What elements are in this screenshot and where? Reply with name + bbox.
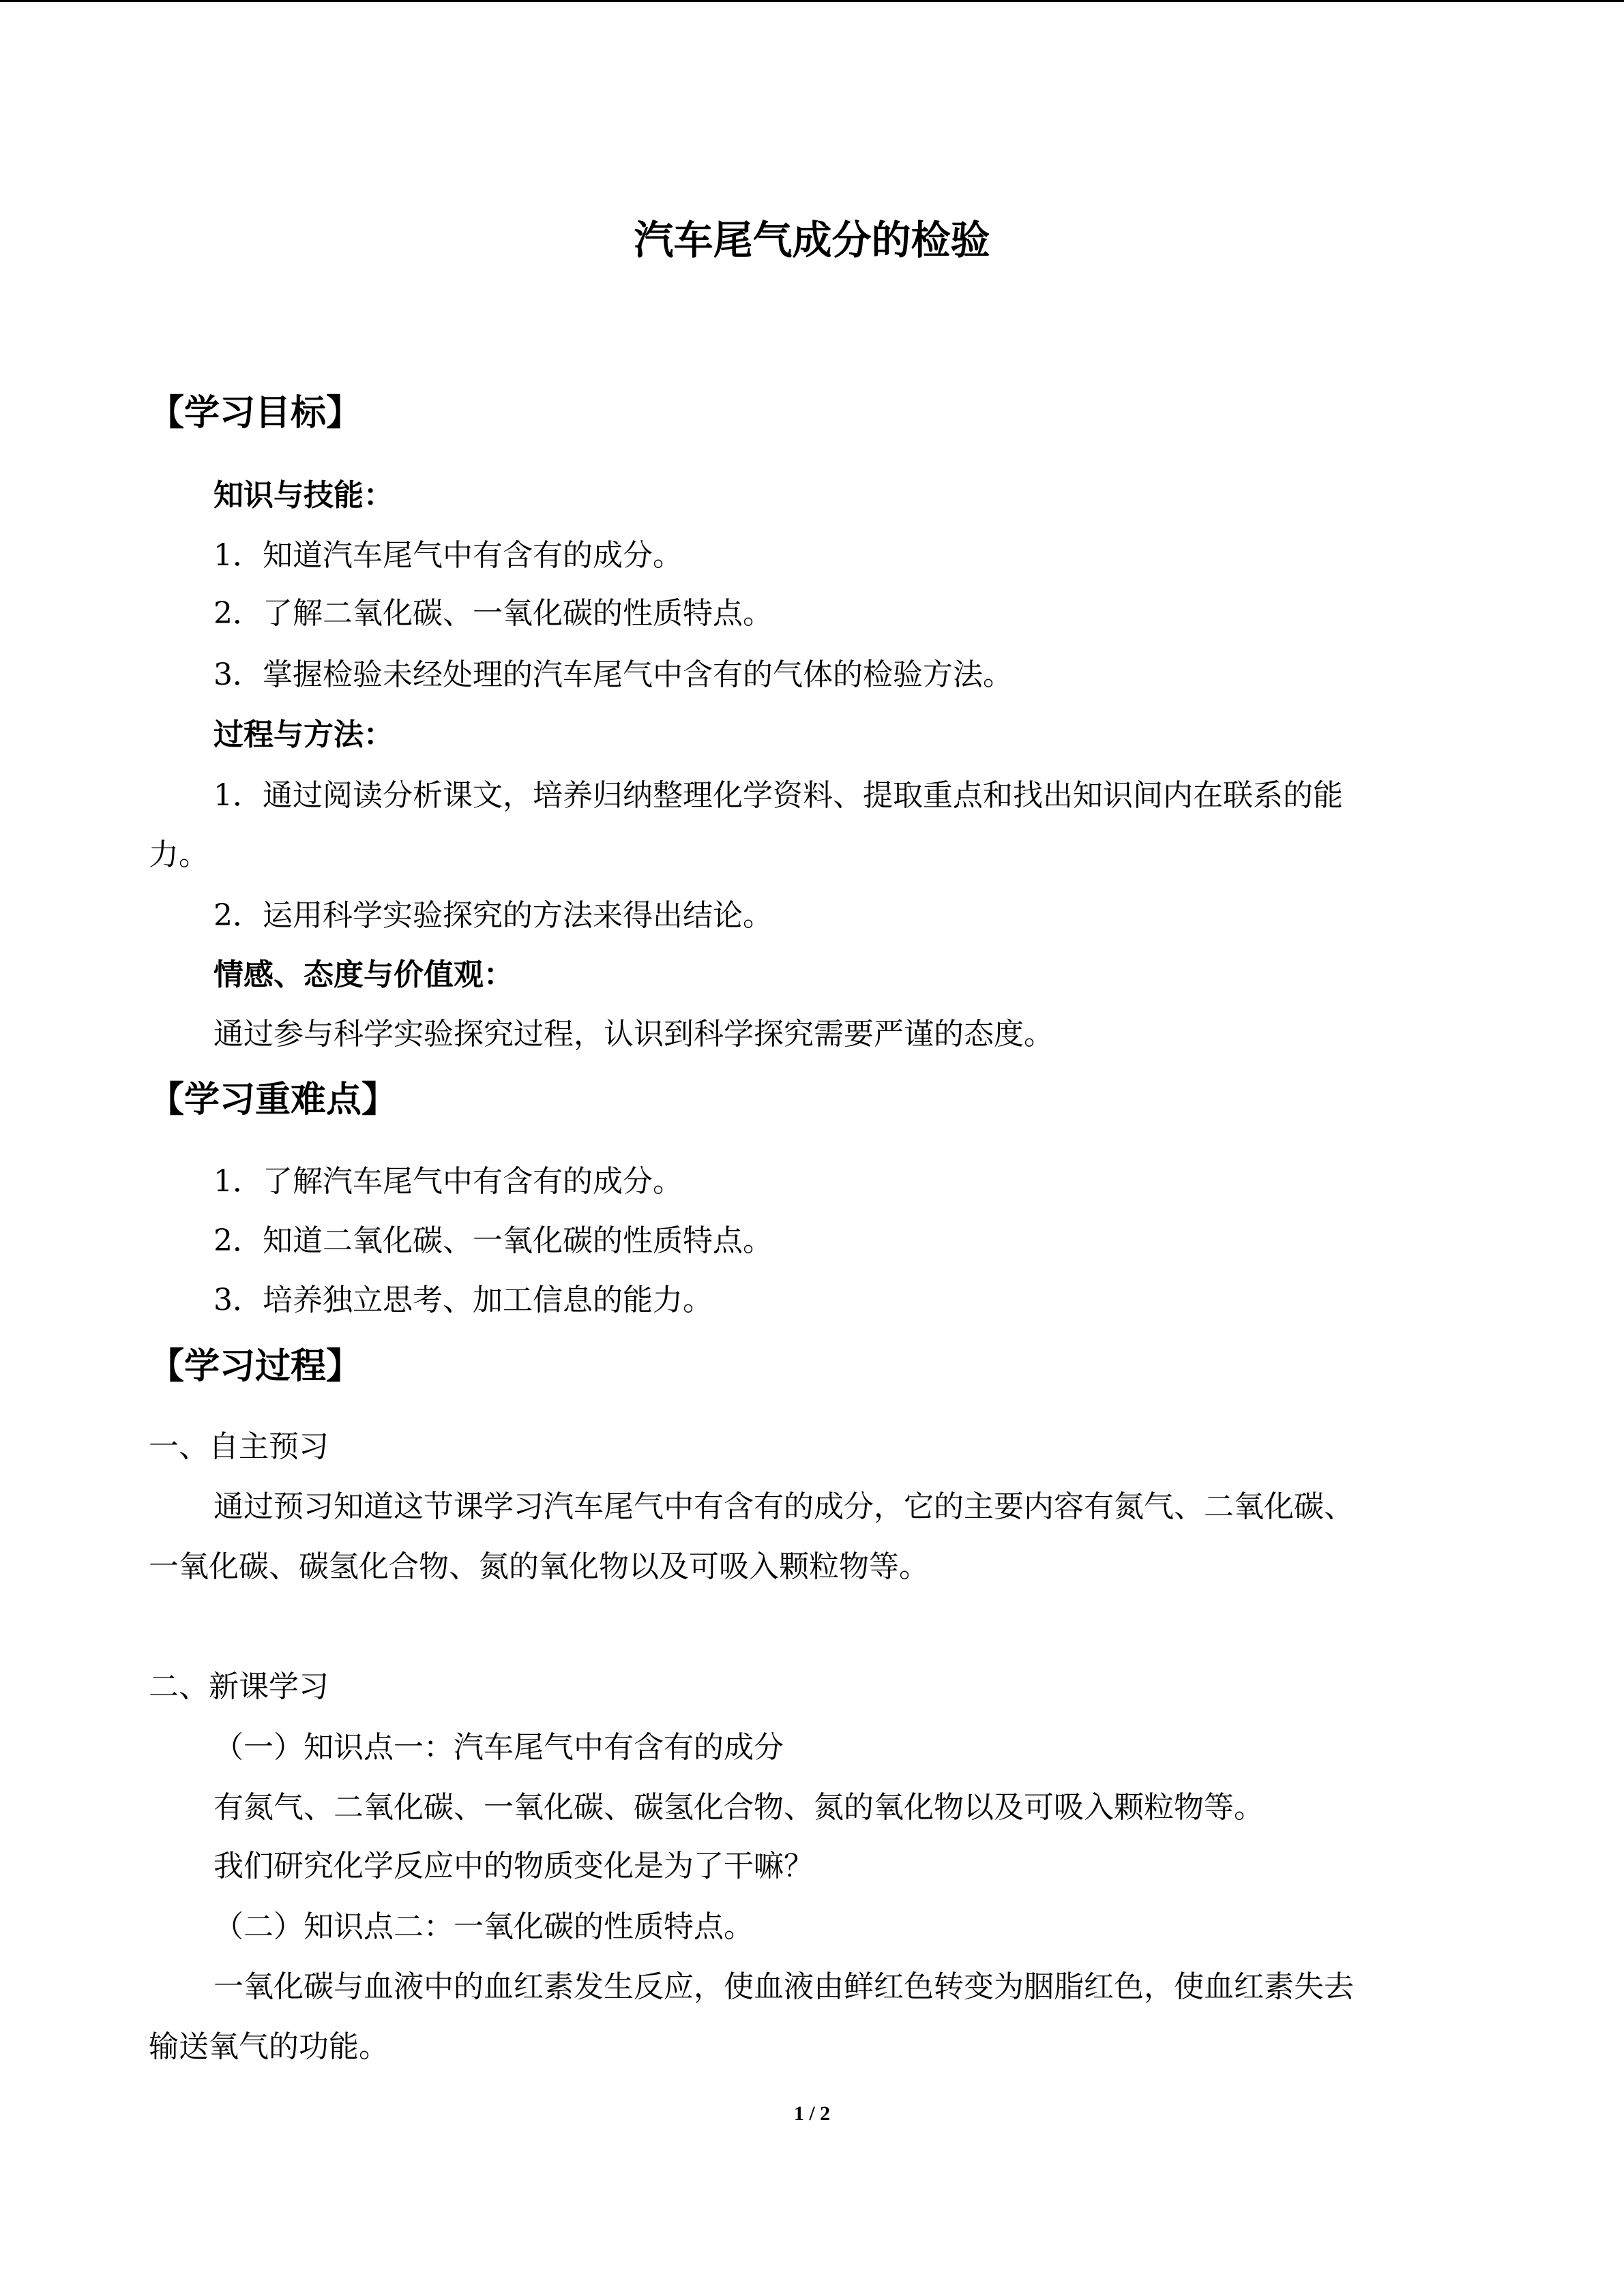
process-preview-line-1: 通过预习知道这节课学习汽车尾气中有含有的成分，它的主要内容有氮气、二氧化碳、: [213, 1489, 1354, 1524]
key-point-3: 3．培养独立思考、加工信息的能力。: [213, 1283, 713, 1317]
process-new-line-3: 我们研究化学反应中的物质变化是为了干嘛？: [213, 1849, 814, 1883]
document-title: 汽车尾气成分的检验: [634, 217, 990, 263]
subheading-attitude: 情感、态度与价值观：: [213, 957, 514, 992]
process-new-line-6: 输送氧气的功能。: [149, 2029, 389, 2064]
subheading-method: 过程与方法：: [213, 717, 394, 752]
process-preview-heading: 一、自主预习: [149, 1429, 329, 1464]
process-new-line-1: （一）知识点一：汽车尾气中有含有的成分: [213, 1730, 784, 1765]
page-number: 1 / 2: [793, 2102, 831, 2125]
objective-knowledge-2: 2．了解二氧化碳、一氧化碳的性质特点。: [213, 596, 773, 631]
process-new-heading: 二、新课学习: [149, 1669, 329, 1704]
objective-knowledge-1: 1．知道汽车尾气中有含有的成分。: [213, 538, 683, 573]
top-border-rule: [0, 0, 1624, 2]
process-new-line-2: 有氮气、二氧化碳、一氧化碳、碳氢化合物、氮的氧化物以及可吸入颗粒物等。: [213, 1790, 1264, 1825]
objective-method-1-cont: 力。: [149, 837, 209, 872]
process-preview-line-2: 一氧化碳、碳氢化合物、氮的氧化物以及可吸入颗粒物等。: [149, 1549, 929, 1584]
process-new-line-5: 一氧化碳与血液中的血红素发生反应，使血液由鲜红色转变为胭脂红色，使血红素失去: [213, 1969, 1354, 2004]
subheading-knowledge: 知识与技能：: [213, 478, 394, 513]
objective-knowledge-3: 3．掌握检验未经处理的汽车尾气中含有的气体的检验方法。: [213, 657, 1013, 692]
key-point-1: 1．了解汽车尾气中有含有的成分。: [213, 1164, 683, 1199]
section-heading-process: 【学习过程】: [149, 1346, 362, 1387]
objective-attitude: 通过参与科学实验探究过程，认识到科学探究需要严谨的态度。: [213, 1017, 1054, 1052]
section-heading-key-points: 【学习重难点】: [149, 1079, 398, 1120]
objective-method-2: 2．运用科学实验探究的方法来得出结论。: [213, 898, 773, 933]
key-point-2: 2．知道二氧化碳、一氧化碳的性质特点。: [213, 1223, 773, 1258]
objective-method-1: 1．通过阅读分析课文，培养归纳整理化学资料、提取重点和找出知识间内在联系的能: [213, 778, 1343, 813]
section-heading-objectives: 【学习目标】: [149, 393, 362, 434]
process-new-line-4: （二）知识点二：一氧化碳的性质特点。: [213, 1909, 754, 1944]
